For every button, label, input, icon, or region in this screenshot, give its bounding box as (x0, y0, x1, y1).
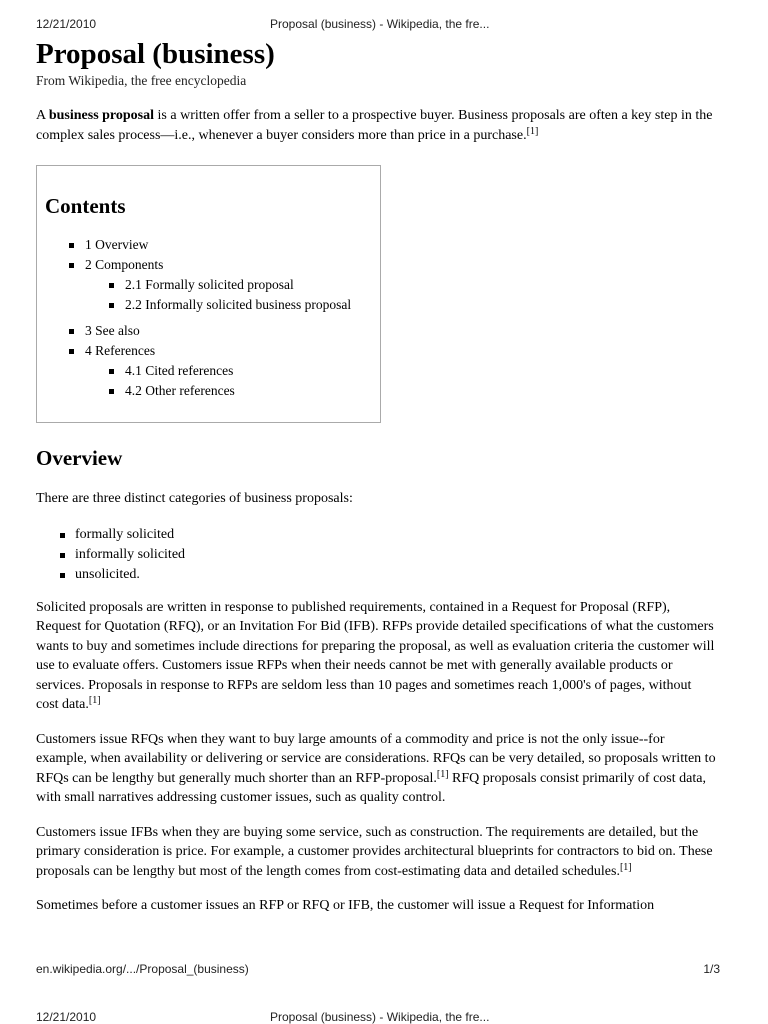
citation-link[interactable]: [1] (619, 861, 632, 873)
lead-term: business proposal (48, 108, 155, 123)
paragraph-rfq: Customers issue RFQs when they want to buy large amounts of a commodity and price is not the only issue--for example, when availability or delivering or service are considerations. RFQs can be very detailed, so proposals written to RFQs can be lengthy but generally much shorter than an RFP-proposal.[1] RFQ proposals consist primarily of cost data, with small narratives addressing customer issues, such as quality control. (36, 731, 716, 805)
article-content (36, 36, 716, 931)
toc-item-cited-references[interactable]: 4.1 Cited references (45, 361, 372, 381)
toc-item-overview[interactable]: 1 Overview (45, 235, 372, 255)
citation-link[interactable]: [1] (526, 125, 539, 137)
paragraph-rfi: Sometimes before a customer issues an RFP or RFQ or IFB, the customer will issue a Request for Information (36, 898, 655, 913)
toc-item-references[interactable]: 4 References (45, 341, 372, 361)
print-url: en.wikipedia.org/.../Proposal_(business) (36, 962, 249, 976)
paragraph-solicited: Solicited proposals are written in response to published requirements, contained in a Request for Proposal (RFP), Request for Quotation (RFQ), or an Invitation For Bid (IFB). RFPs provide detailed specifications of what the customers wants to buy and sometimes include directions for preparing the proposal, as well as evaluation criteria the customer will use to evaluate offers. Customers issue RFPs when their needs cannot be met with generally available products or services. Proposals in response to RFPs are seldom less than 10 pages and sometimes reach 1,000's of pages, without cost data.[1] (36, 599, 715, 712)
page-number: 1/3 (703, 962, 720, 976)
overview-intro: There are three distinct categories of business proposals: (36, 491, 353, 506)
toc-item-formally-solicited[interactable]: 2.1 Formally solicited proposal (45, 275, 372, 295)
toc-item-see-also[interactable]: 3 See also (45, 321, 372, 341)
section-heading-overview: Overview (36, 446, 123, 470)
print-window-title: Proposal (business) - Wikipedia, the fre... (270, 1010, 490, 1024)
list-item: informally solicited (36, 545, 716, 565)
list-item: formally solicited (36, 525, 716, 545)
toc-title: Contents (45, 194, 126, 218)
category-list (36, 525, 716, 585)
page-title: Proposal (business) (36, 38, 275, 70)
table-of-contents (36, 165, 381, 423)
toc-item-informally-solicited[interactable]: 2.2 Informally solicited business proposal (45, 295, 372, 315)
paragraph-ifb: Customers issue IFBs when they are buying some service, such as construction. The requirements are detailed, but the primary consideration is price. For example, a customer provides architectural blueprints for contractors to bid on. These proposals can be lengthy but most of the length comes from cost-estimating data and detailed schedules.[1] (36, 824, 713, 879)
toc-item-components[interactable]: 2 Components (45, 255, 372, 275)
citation-link[interactable]: [1] (88, 695, 101, 706)
toc-list (45, 235, 372, 275)
lead-paragraph: A business proposal is a written offer from a seller to a prospective buyer. Business proposals are often a key step in the complex sales process—i.e., whenever a buyer considers more than price in a purchase.[1] (36, 108, 713, 143)
print-date: 12/21/2010 (36, 17, 97, 31)
site-tagline: From Wikipedia, the free encyclopedia (36, 73, 247, 88)
print-window-title: Proposal (business) - Wikipedia, the fre... (270, 17, 490, 31)
citation-link[interactable]: [1] (436, 768, 449, 780)
print-date: 12/21/2010 (36, 1010, 97, 1024)
toc-sublist-references (45, 361, 372, 401)
list-item: unsolicited. (36, 565, 716, 585)
toc-list-continued (45, 321, 372, 361)
toc-item-other-references[interactable]: 4.2 Other references (45, 381, 372, 401)
toc-sublist-components (45, 275, 372, 315)
